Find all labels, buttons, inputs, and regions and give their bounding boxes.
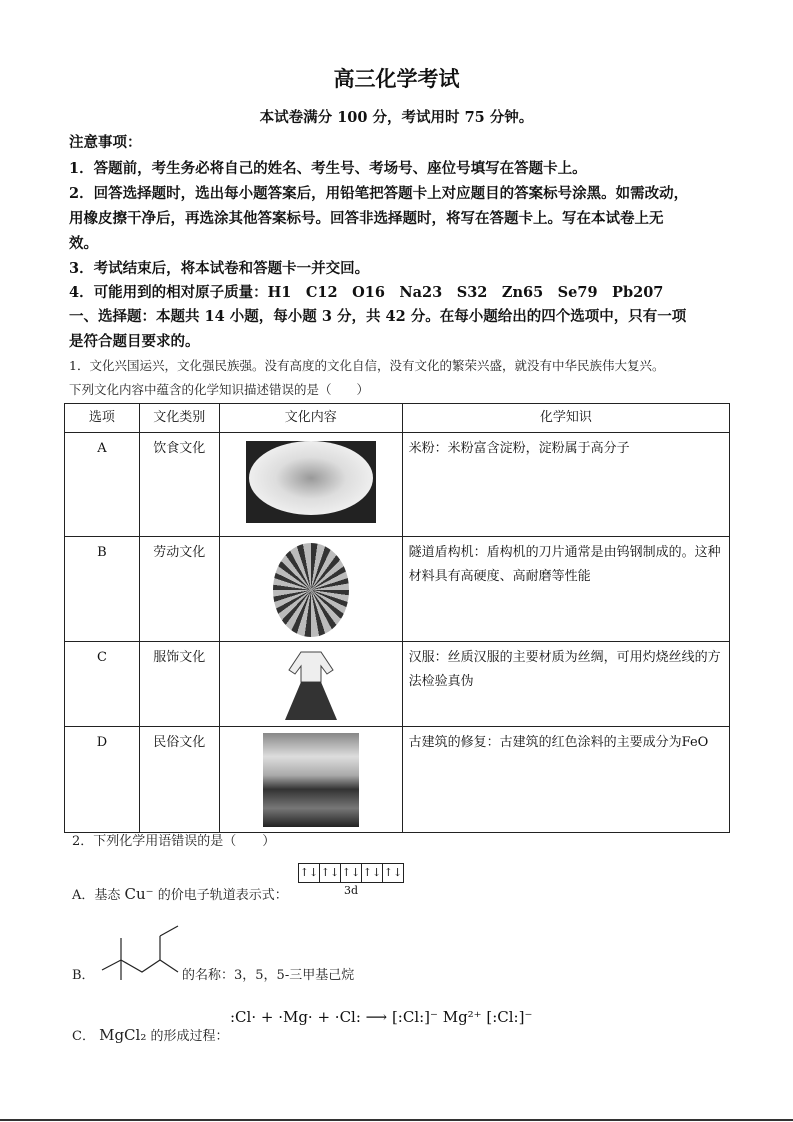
option-cell: A <box>65 433 140 537</box>
section-heading: 是符合题目要求的。 <box>69 333 200 350</box>
table-row <box>65 727 730 833</box>
option-a <box>72 884 288 903</box>
table-row <box>65 642 730 727</box>
option-cell: C <box>65 642 140 727</box>
content-cell <box>219 537 402 642</box>
knowledge-cell: 汉服：丝质汉服的主要材质为丝绸，可用灼烧丝线的方法检验真伪 <box>402 642 729 727</box>
section-heading: 一、选择题：本题共 14 小题，每小题 3 分，共 42 分。在每小题给出的四个选项中，只有一项 <box>69 308 687 325</box>
page-title: 高三化学考试 <box>333 66 460 91</box>
hanfu-image <box>271 648 351 722</box>
knowledge-cell: 米粉：米粉富含淀粉，淀粉属于高分子 <box>402 433 729 537</box>
orbital-box: ↑↓ <box>362 864 383 882</box>
category-cell: 饮食文化 <box>139 433 219 537</box>
notice-line: 效。 <box>69 235 98 252</box>
column-header: 文化类别 <box>139 404 219 433</box>
content-cell <box>219 642 402 727</box>
ancient-building-image <box>263 733 359 827</box>
notice-heading: 注意事项： <box>69 134 142 151</box>
table-row <box>65 537 730 642</box>
page-bottom-border <box>0 1119 793 1121</box>
rice-noodle-image <box>246 441 376 523</box>
orbital-label: 3d <box>343 884 359 897</box>
subtitle: 本试卷满分 100 分，考试用时 75 分钟。 <box>259 109 534 126</box>
category-cell: 劳动文化 <box>139 537 219 642</box>
category-cell: 民俗文化 <box>139 727 219 833</box>
orbital-box: ↑↓ <box>320 864 341 882</box>
column-header: 化学知识 <box>402 404 729 433</box>
orbital-diagram <box>298 861 404 897</box>
orbital-box: ↑↓ <box>299 864 320 882</box>
notice-line: 1．答题前，考生务必将自己的姓名、考生号、考场号、座位号填写在答题卡上。 <box>69 160 587 177</box>
notice-line: 4．可能用到的相对原子质量：H1 C12 O16 Na23 S32 Zn65 Se79 Pb207 <box>69 284 664 301</box>
table-header-row <box>65 404 730 433</box>
cu-ion: Cu⁻ <box>124 885 154 903</box>
category-cell: 服饰文化 <box>139 642 219 727</box>
option-b-prefix: B． <box>72 968 95 983</box>
option-cell: B <box>65 537 140 642</box>
content-cell <box>219 433 402 537</box>
option-c-suffix: 的形成过程： <box>150 1029 229 1044</box>
option-cell: D <box>65 727 140 833</box>
notice-line: 用橡皮擦干净后，再选涂其他答案标号。回答非选择题时，将写在答题卡上。写在本试卷上无 <box>69 210 664 227</box>
electron-dot-formation: :Cl· + ·Mg· + ·Cl: ⟶ [:Cl:]⁻ Mg²⁺ [:Cl:]⁻ <box>230 1008 533 1026</box>
orbital-box: ↑↓ <box>383 866 403 879</box>
knowledge-cell: 隧道盾构机：盾构机的刀片通常是由钨钢制成的。这种材料具有高硬度、高耐磨等性能 <box>402 537 729 642</box>
column-header: 选项 <box>65 404 140 433</box>
structural-formula <box>100 918 182 980</box>
question-1-stem: 1．文化兴国运兴，文化强民族强。没有高度的文化自信，没有文化的繁荣兴盛，就没有中华民族伟大复兴。 <box>69 358 665 373</box>
option-b-text: 的名称：3，5，5-三甲基己烷 <box>182 968 355 983</box>
question-1-table <box>64 403 730 833</box>
mgcl2-formula: MgCl₂ <box>99 1026 147 1044</box>
option-a-prefix: A．基态 <box>72 888 121 903</box>
option-c <box>72 1025 229 1044</box>
knowledge-cell: 古建筑的修复：古建筑的红色涂料的主要成分为FeO <box>402 727 729 833</box>
notice-line: 2．回答选择题时，选出每小题答案后，用铅笔把答题卡上对应题目的答案标号涂黑。如需改动， <box>69 185 689 202</box>
orbital-box: ↑↓ <box>341 864 362 882</box>
column-header: 文化内容 <box>219 404 402 433</box>
question-2-stem: 2．下列化学用语错误的是（ ） <box>72 834 276 849</box>
content-cell <box>219 727 402 833</box>
option-c-prefix: C． <box>72 1029 95 1044</box>
notice-line: 3．考试结束后，将本试卷和答题卡一并交回。 <box>69 260 370 277</box>
table-row <box>65 433 730 537</box>
tunnel-boring-machine-image <box>273 543 349 637</box>
option-a-suffix: 的价电子轨道表示式： <box>157 888 288 903</box>
question-1-stem: 下列文化内容中蕴含的化学知识描述错误的是（ ） <box>69 382 370 397</box>
